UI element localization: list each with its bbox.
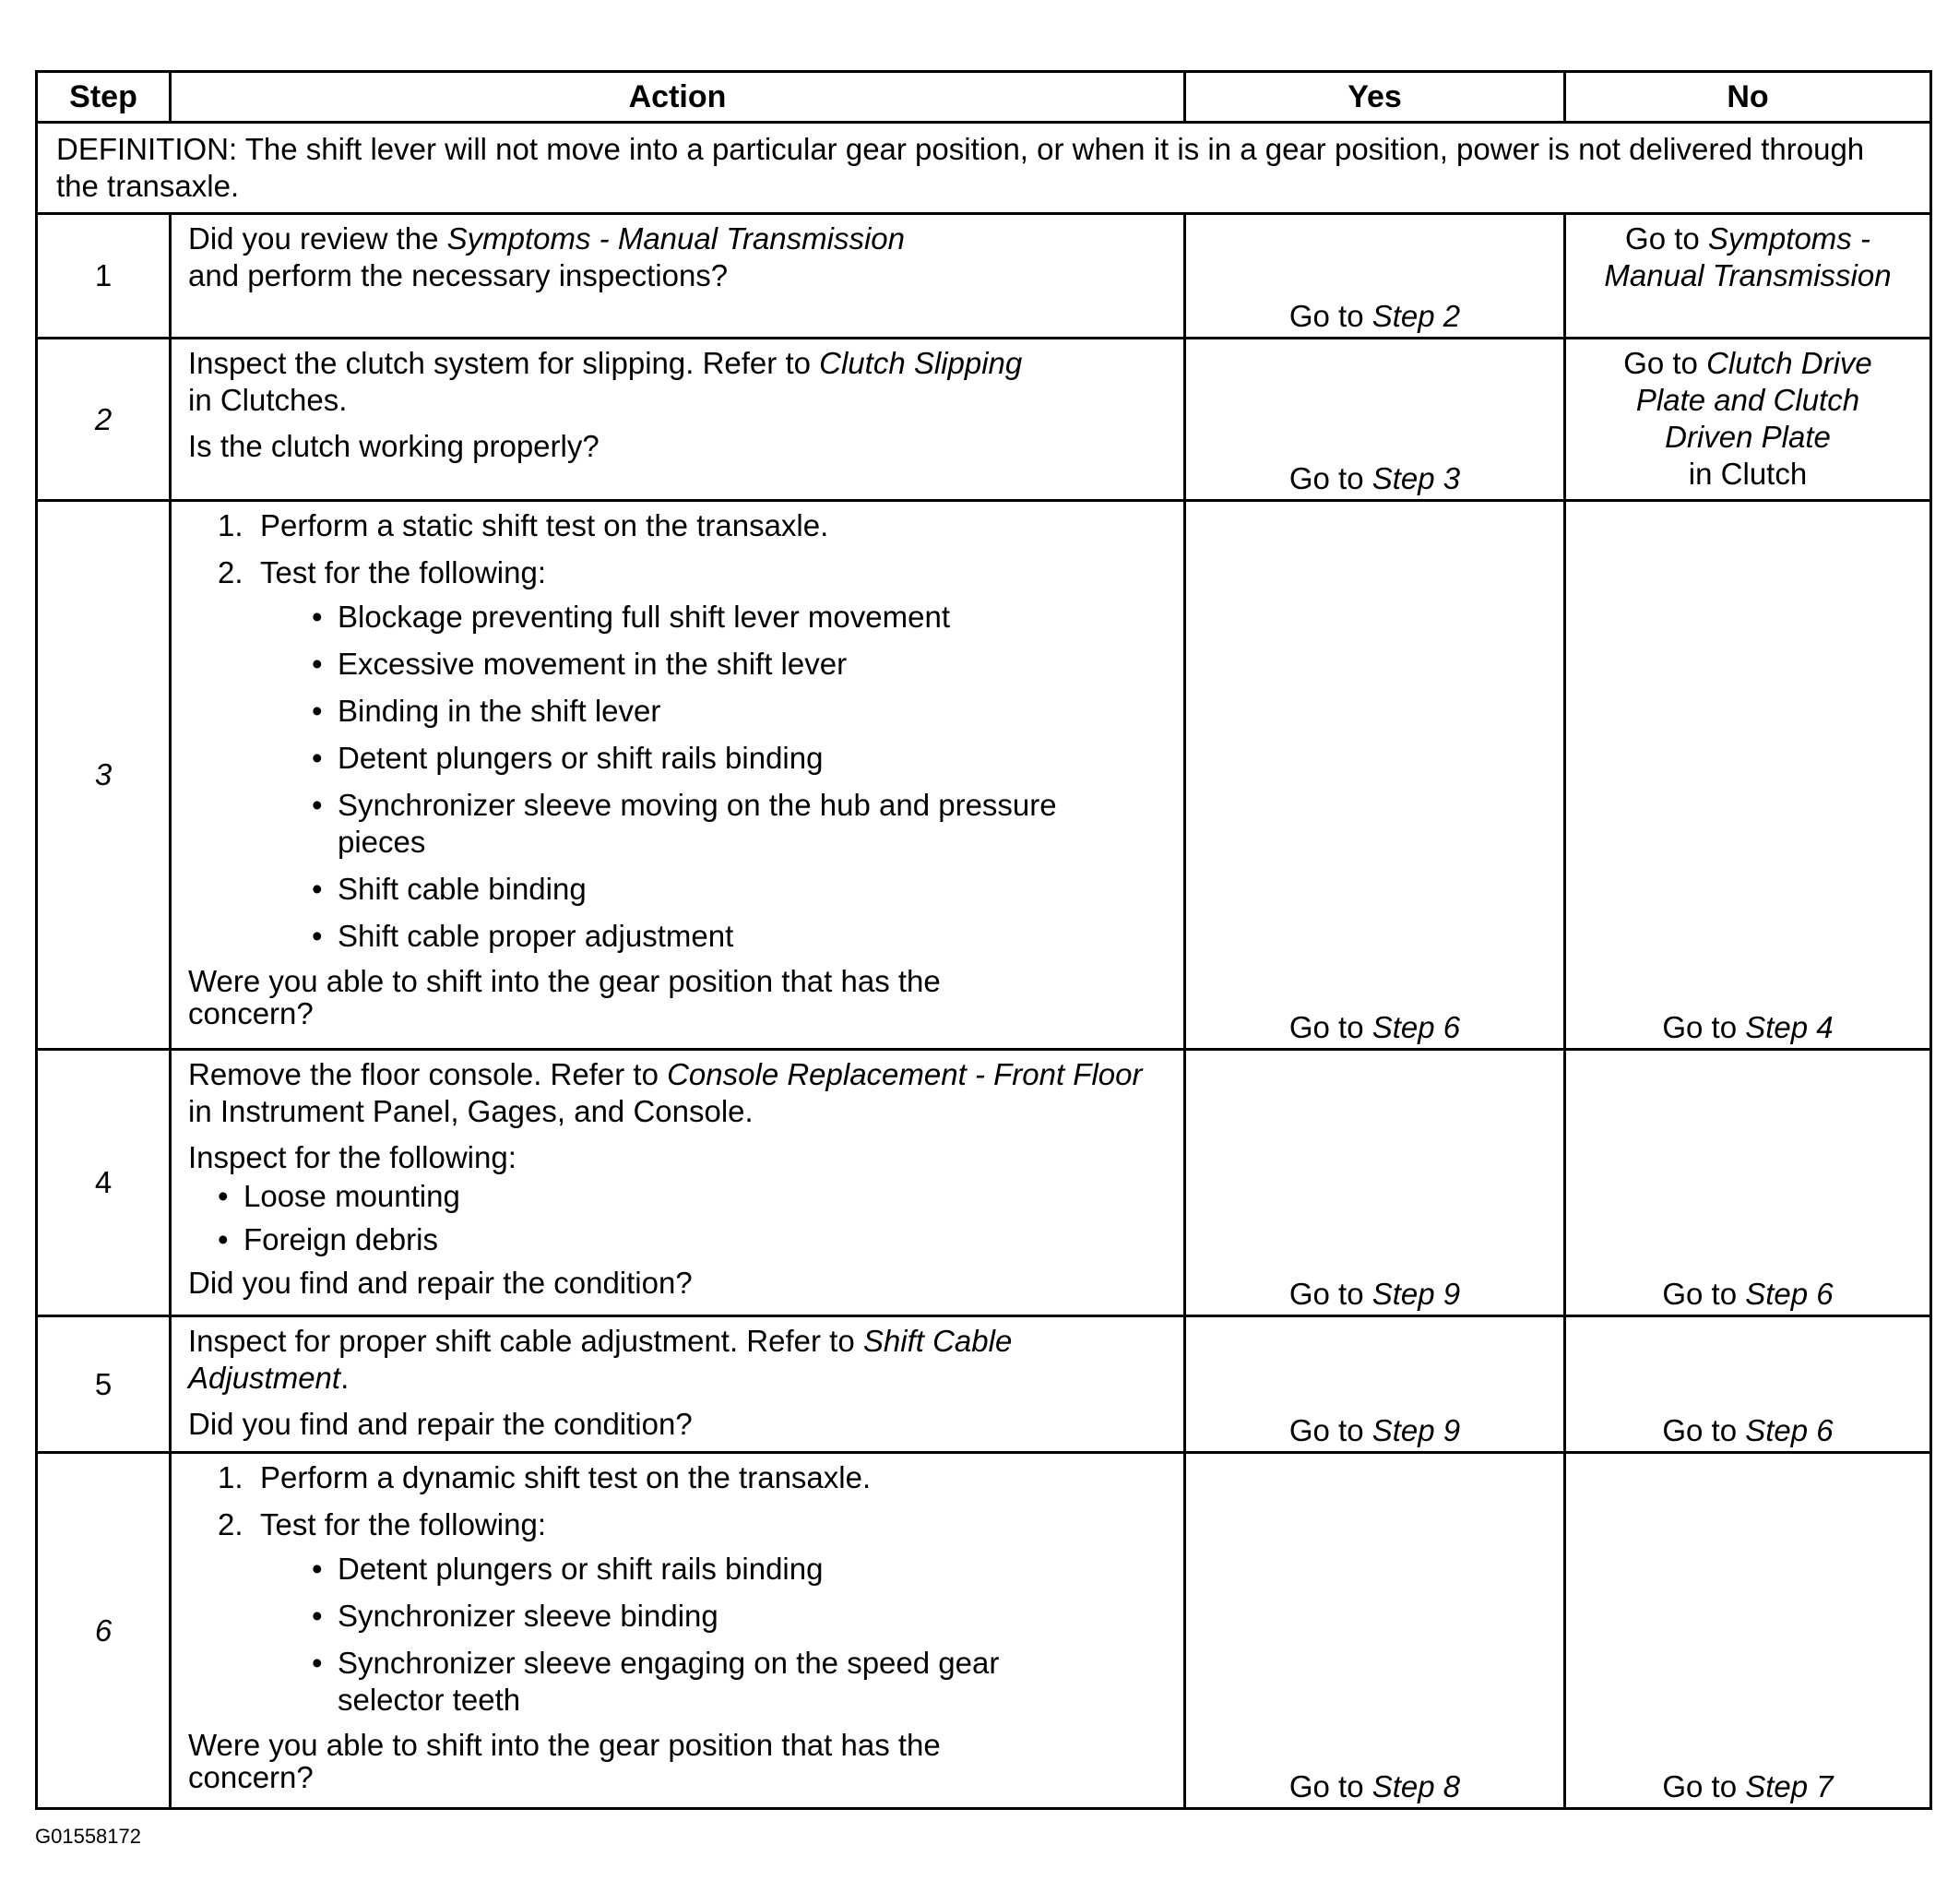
action-cell — [171, 1050, 1185, 1316]
reference-link[interactable]: Console Replacement - Front Floor — [667, 1057, 1143, 1091]
bullet-item: • Shift cable proper adjustment — [312, 919, 734, 953]
no-step-link[interactable]: Step 7 — [1745, 1769, 1834, 1803]
table-row — [37, 501, 1931, 1050]
action-text: . — [340, 1361, 350, 1395]
action-question: Is the clutch working properly? — [188, 429, 600, 463]
no-cell — [1565, 339, 1931, 501]
yes-prefix: Go to — [1288, 1010, 1372, 1044]
yes-step-link[interactable]: Step 8 — [1371, 1769, 1461, 1803]
no-cell — [1565, 501, 1931, 1050]
yes-prefix: Go to — [1288, 1277, 1372, 1311]
action-text: Remove the floor console. Refer to — [188, 1057, 668, 1091]
bullet-text: Blockage preventing full shift lever movement — [338, 600, 950, 634]
step-number: 1 — [94, 258, 113, 292]
yes-cell — [1185, 214, 1565, 339]
header-no: No — [1565, 72, 1931, 123]
reference-link[interactable]: Symptoms - Manual Transmission — [446, 221, 905, 256]
bullet-item: • Shift cable binding — [312, 872, 587, 906]
action-cell — [171, 501, 1185, 1050]
no-reference-link[interactable]: Driven Plate — [1665, 420, 1831, 454]
table-row — [37, 339, 1931, 501]
no-cell — [1565, 214, 1931, 339]
no-step-link[interactable]: Step 6 — [1745, 1277, 1834, 1311]
step-number-cell — [37, 1316, 171, 1453]
table-header-row — [37, 72, 1931, 123]
bullet-text: Binding in the shift lever — [338, 694, 661, 728]
table-row — [37, 1316, 1931, 1453]
table-row — [37, 1050, 1931, 1316]
numbered-list — [188, 1459, 1165, 1719]
no-cell — [1565, 1050, 1931, 1316]
reference-link[interactable]: Clutch Slipping — [819, 346, 1023, 380]
definition-row — [37, 123, 1931, 214]
action-line — [188, 1056, 1165, 1130]
action-cell — [171, 339, 1185, 501]
bullet-item: • Detent plungers or shift rails binding — [312, 1552, 824, 1586]
bullet-text: Loose mounting — [243, 1179, 460, 1213]
action-line — [188, 345, 1165, 382]
step-number-cell — [37, 501, 171, 1050]
bullet-item: • Excessive movement in the shift lever — [312, 647, 848, 681]
action-cell — [171, 1453, 1185, 1809]
action-line — [188, 220, 1165, 257]
step-number-cell — [37, 339, 171, 501]
no-prefix: Go to — [1662, 1413, 1746, 1447]
bullet-text: Synchronizer sleeve engaging on the speed gear selector teeth — [338, 1646, 1000, 1717]
no-prefix: Go to — [1623, 346, 1707, 380]
yes-prefix: Go to — [1288, 299, 1372, 333]
yes-step-link[interactable]: Step 2 — [1371, 299, 1461, 333]
action-question: Did you find and repair the condition? — [188, 1266, 693, 1300]
bullet-text: Synchronizer sleeve binding — [338, 1599, 718, 1633]
yes-step-link[interactable]: Step 3 — [1371, 461, 1461, 495]
list-item: 1. Perform a dynamic shift test on the transaxle. — [218, 1460, 872, 1494]
bullet-item: • Synchronizer sleeve moving on the hub and pressure pieces — [312, 788, 1057, 859]
bullet-list — [260, 1551, 1165, 1719]
no-step-link[interactable]: Step 4 — [1745, 1010, 1834, 1044]
no-prefix: Go to — [1662, 1769, 1746, 1803]
table-row — [37, 214, 1931, 339]
bullet-list — [260, 599, 1165, 955]
header-yes: Yes — [1185, 72, 1565, 123]
list-item-text: Test for the following: — [260, 1507, 546, 1541]
action-text: in Instrument Panel, Gages, and Console. — [188, 1094, 754, 1128]
step-number-cell — [37, 1453, 171, 1809]
yes-step-link[interactable]: Step 9 — [1371, 1277, 1461, 1311]
step-number: 3 — [94, 757, 113, 791]
figure-id: G01558172 — [35, 1825, 141, 1848]
list-item-text: Test for the following: — [260, 555, 546, 589]
bullet-item: • Loose mounting — [218, 1179, 460, 1213]
no-reference-link[interactable]: Plate and Clutch — [1635, 383, 1860, 417]
bullet-list — [188, 1178, 1165, 1258]
action-text: Inspect for proper shift cable adjustment. Refer to — [188, 1324, 863, 1358]
no-reference-link[interactable]: Clutch Drive — [1706, 346, 1872, 380]
action-text: Did you review the — [188, 221, 447, 256]
yes-cell — [1185, 1050, 1565, 1316]
yes-cell — [1185, 501, 1565, 1050]
header-action: Action — [171, 72, 1185, 123]
table-row — [37, 1453, 1931, 1809]
no-reference-link[interactable]: Manual Transmission — [1604, 258, 1892, 292]
action-cell — [171, 214, 1185, 339]
bullet-item: • Foreign debris — [218, 1222, 438, 1256]
no-suffix: in Clutch — [1688, 457, 1808, 491]
definition-text: DEFINITION: The shift lever will not move into a particular gear position, or when it is in a gear position, power is not delivered through the transaxle. — [37, 123, 1931, 214]
bullet-text: Excessive movement in the shift lever — [338, 647, 848, 681]
no-prefix: Go to — [1662, 1010, 1746, 1044]
action-question: Did you find and repair the condition? — [188, 1407, 693, 1441]
yes-prefix: Go to — [1288, 1769, 1372, 1803]
action-question: Were you able to shift into the gear position that has the concern? — [188, 1728, 941, 1794]
bullet-text: Shift cable proper adjustment — [338, 919, 734, 953]
no-prefix: Go to — [1662, 1277, 1746, 1311]
bullet-text: Detent plungers or shift rails binding — [338, 741, 824, 775]
action-question: Were you able to shift into the gear position that has the concern? — [188, 964, 941, 1030]
no-prefix: Go to — [1625, 221, 1708, 256]
list-item-text: Perform a static shift test on the transaxle. — [260, 508, 829, 542]
diagnostic-table — [35, 70, 1932, 1810]
bullet-text: Foreign debris — [243, 1222, 438, 1256]
action-text: in Clutches. — [188, 383, 348, 417]
bullet-text: Synchronizer sleeve moving on the hub and pressure pieces — [338, 788, 1057, 859]
step-number-cell — [37, 1050, 171, 1316]
list-item: 2. Test for the following: • Detent plungers or shift rails binding • Synchronizer sleeve binding • Synchronizer sleeve engaging on the speed gear selector teeth — [218, 1506, 1165, 1719]
bullet-item: • Synchronizer sleeve engaging on the speed gear selector teeth — [312, 1646, 1000, 1717]
action-text: and perform the necessary inspections? — [188, 258, 729, 292]
action-cell — [171, 1316, 1185, 1453]
yes-cell — [1185, 339, 1565, 501]
step-number: 4 — [94, 1165, 113, 1199]
yes-prefix: Go to — [1288, 1413, 1372, 1447]
action-text: Inspect the clutch system for slipping. Refer to — [188, 346, 820, 380]
step-number-cell — [37, 214, 171, 339]
bullet-text: Shift cable binding — [338, 872, 587, 906]
no-cell — [1565, 1316, 1931, 1453]
reference-link[interactable]: Shift Cable Adjustment — [188, 1324, 1013, 1395]
yes-step-link[interactable]: Step 6 — [1371, 1010, 1461, 1044]
list-item-text: Perform a dynamic shift test on the transaxle. — [260, 1460, 872, 1494]
bullet-item: • Synchronizer sleeve binding — [312, 1599, 718, 1633]
yes-cell — [1185, 1316, 1565, 1453]
yes-prefix: Go to — [1288, 461, 1372, 495]
bullet-item: • Blockage preventing full shift lever movement — [312, 600, 950, 634]
header-step: Step — [37, 72, 171, 123]
numbered-list — [188, 507, 1165, 955]
bullet-text: Detent plungers or shift rails binding — [338, 1552, 824, 1586]
no-reference-link[interactable]: Symptoms - — [1707, 221, 1870, 256]
list-item: 2. Test for the following: • Blockage preventing full shift lever movement • Excessive movement in the shift lever • Binding in the shift lever • Detent plungers or shift rails binding • Synchronizer sleeve moving on the hub and pressure pieces • Shift cable binding • Shift cable proper adjustment — [218, 554, 1165, 955]
step-number: 5 — [94, 1366, 113, 1401]
no-step-link[interactable]: Step 6 — [1745, 1413, 1834, 1447]
bullet-item: • Detent plungers or shift rails binding — [312, 741, 824, 775]
step-number: 2 — [94, 401, 113, 436]
yes-step-link[interactable]: Step 9 — [1371, 1413, 1461, 1447]
no-cell — [1565, 1453, 1931, 1809]
bullet-item: • Binding in the shift lever — [312, 694, 661, 728]
step-number: 6 — [94, 1612, 113, 1648]
action-line — [188, 1323, 1165, 1397]
yes-cell — [1185, 1453, 1565, 1809]
list-item: 1. Perform a static shift test on the transaxle. — [218, 508, 829, 542]
action-text: Inspect for the following: — [188, 1140, 516, 1174]
